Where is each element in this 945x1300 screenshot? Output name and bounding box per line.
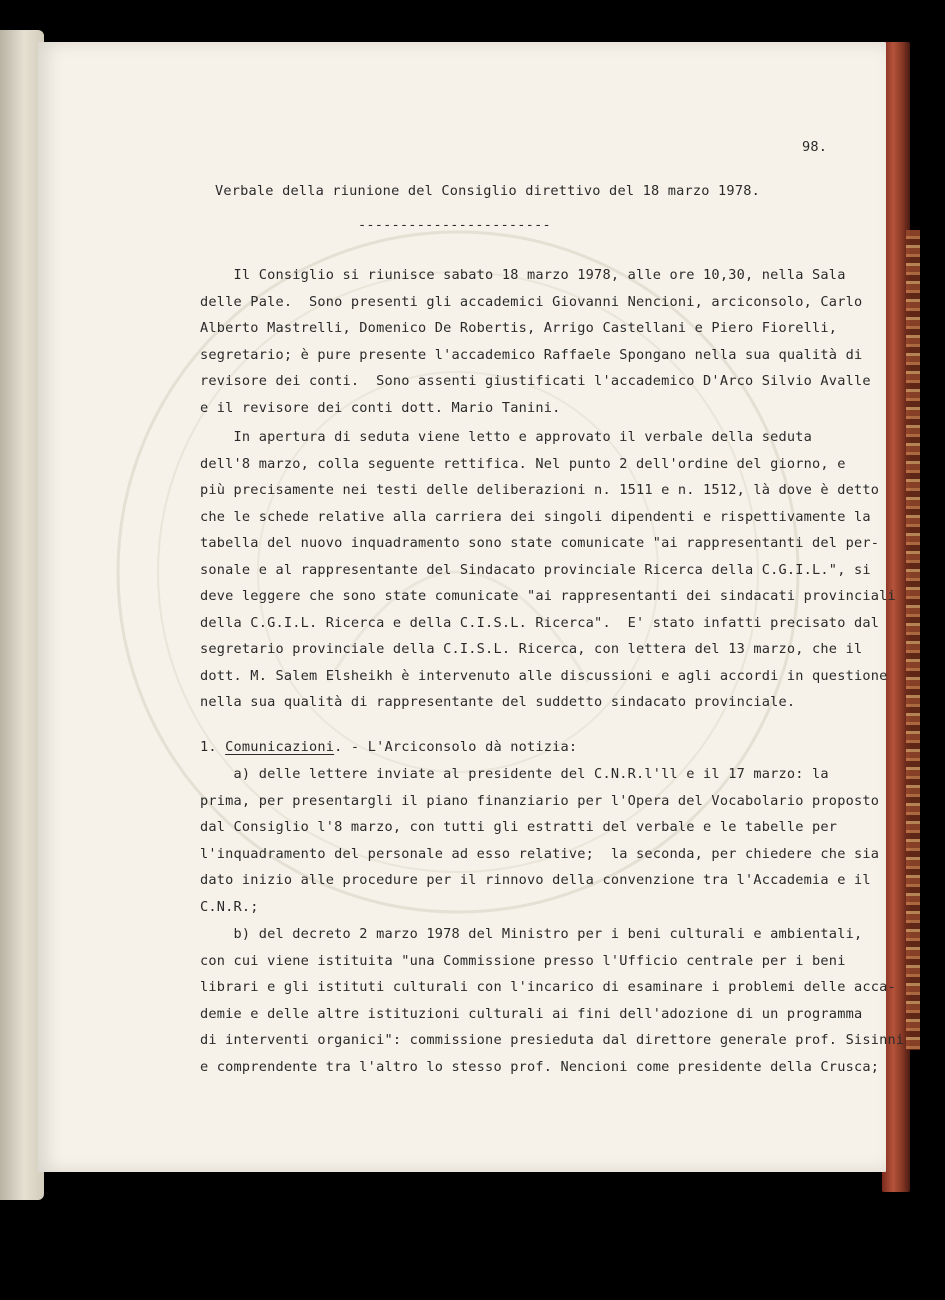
text-line: prima, per presentargli il piano finanziario per l'Opera del Vocabolario proposto	[200, 792, 880, 809]
item-b	[200, 921, 904, 1080]
text-line: Il Consiglio si riunisce sabato 18 marzo 1978, alle ore 10,30, nella Sala	[200, 267, 846, 283]
text-line: Alberto Mastrelli, Domenico De Robertis, Arrigo Castellani e Piero Fiorelli,	[200, 320, 838, 336]
text-line: e il revisore dei conti dott. Mario Tanini.	[200, 399, 561, 416]
section-number: 1.	[200, 739, 226, 755]
section-heading: Comunicazioni	[225, 739, 335, 755]
text-line: che le schede relative alla carriera dei singoli dipendenti e rispettivamente la	[200, 508, 871, 525]
text-line: sonale e al rappresentante del Sindacato provinciale Ricerca della C.G.I.L.", si	[200, 561, 871, 578]
text-line: l'inquadramento del personale ad esso relative; la seconda, per chiedere che sia	[200, 845, 880, 862]
text-line: dell'8 marzo, colla seguente rettifica. Nel punto 2 dell'ordine del giorno, e	[200, 455, 846, 472]
section-intro: . - L'Arciconsolo dà notizia:	[334, 739, 578, 755]
text-line: a) delle lettere inviate al presidente del C.N.R.l'll e il 17 marzo: la	[200, 766, 829, 782]
paragraph-minutes-correction	[200, 424, 896, 716]
item-a	[200, 761, 879, 920]
text-line: segretario provinciale della C.I.S.L. Ricerca, con lettera del 13 marzo, che il	[200, 641, 863, 657]
text-line: librari e gli istituti culturali con l'incarico di esaminare i problemi delle acca-	[200, 979, 896, 995]
text-line: con cui viene istituita "una Commissione presso l'Ufficio centrale per i beni	[200, 952, 846, 969]
text-line: In apertura di seduta viene letto e approvato il verbale della seduta	[200, 429, 813, 445]
text-line: nella sua qualità di rappresentante del suddetto sindacato provinciale.	[200, 694, 796, 710]
text-line: b) del decreto 2 marzo 1978 del Ministro per i beni culturali e ambientali,	[200, 926, 863, 942]
text-line: tabella del nuovo inquadramento sono state comunicate "ai rappresentanti del per-	[200, 535, 880, 551]
text-line: revisore dei conti. Sono assenti giustificati l'accademico D'Arco Silvio Avalle	[200, 373, 871, 389]
text-line: più precisamente nei testi delle deliberazioni n. 1511 e n. 1512, là dove è detto	[200, 482, 880, 498]
title-underline-rule: -----------------------	[358, 217, 551, 233]
text-line: demie e delle altre istituzioni culturali ai fini dell'adozione di un programma	[200, 1005, 863, 1022]
text-line: dato inizio alle procedure per il rinnovo della convenzione tra l'Accademia e il	[200, 872, 871, 888]
text-line: e comprendente tra l'altro lo stesso prof. Nencioni come presidente della Crusca;	[200, 1058, 880, 1075]
text-line: della C.G.I.L. Ricerca e della C.I.S.L. Ricerca". E' stato infatti precisato dal	[200, 614, 880, 631]
text-line: deve leggere che sono state comunicate "ai rappresentanti dei sindacati provinciali	[200, 588, 896, 604]
text-line: C.N.R.;	[200, 898, 259, 915]
document-title: Verbale della riunione del Consiglio direttivo del 18 marzo 1978.	[215, 183, 760, 199]
marbled-endpaper	[906, 230, 920, 1050]
text-line: dott. M. Salem Elsheikh è intervenuto alle discussioni e agli accordi in questione	[200, 667, 888, 684]
section-heading-line	[200, 734, 577, 761]
text-line: dal Consiglio l'8 marzo, con tutti gli estratti del verbale e le tabelle per	[200, 819, 838, 835]
paragraph-attendance	[200, 262, 871, 421]
text-line: segretario; è pure presente l'accademico Raffaele Spongano nella sua qualità di	[200, 346, 863, 363]
page-number: 98.	[802, 139, 828, 155]
text-line: delle Pale. Sono presenti gli accademici Giovanni Nencioni, arciconsolo, Carlo	[200, 293, 863, 310]
text-line: di interventi organici": commissione presieduta dal direttore generale prof. Sisinni	[200, 1032, 905, 1048]
